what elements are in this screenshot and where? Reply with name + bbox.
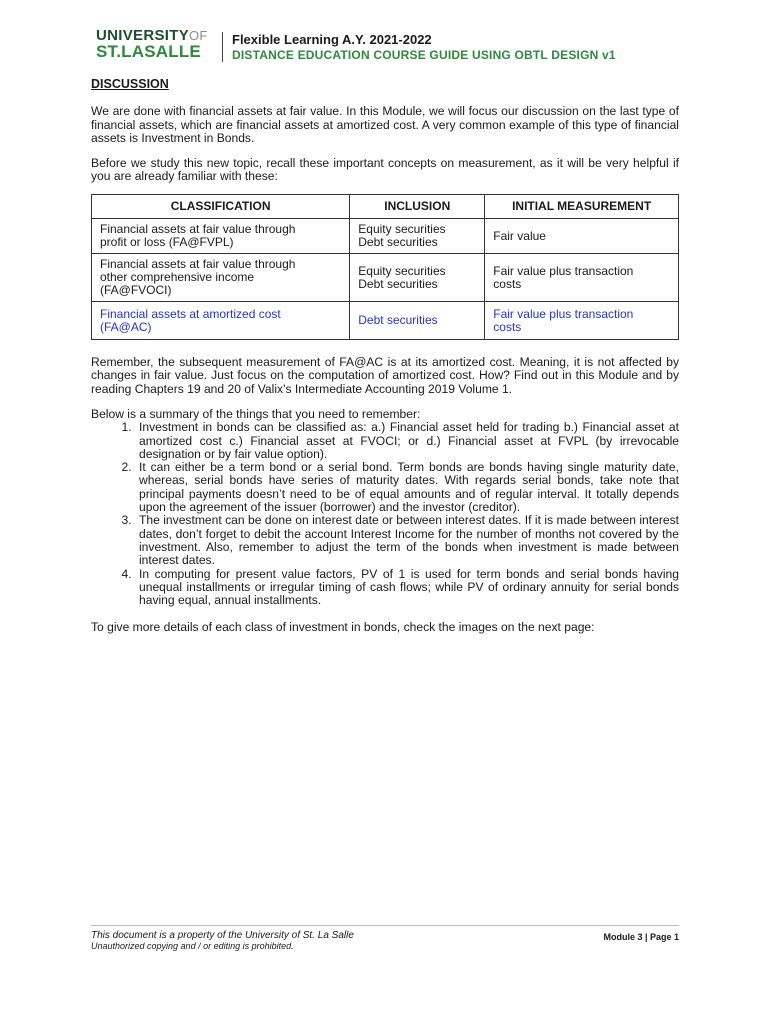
table-header-row [92, 194, 679, 218]
list-item: 4. In computing for present value factors, PV of 1 is used for term bonds and serial bonds having unequal installments or irregular timing of cash flows; while PV of ordinary annuity for serial bonds having equal, annual installments. [135, 568, 679, 608]
paragraph-subsequent-measurement: Remember, the subsequent measurement of FA@AC is at its amortized cost. Meaning, it is not affected by changes in fair value. Just focus on the computation of amortized cost. How? Find out in this Module and by reading Chapters 19 and 20 of Valix’s Intermediate Accounting 2019 Volume 1. [91, 355, 679, 396]
table-cell-inclusion: Equity securities Debt securities [350, 254, 485, 302]
paragraph-intro: We are done with financial assets at fair value. In this Module, we will focus our discussion on the last type of financial assets, which are financial assets at amortized cost. A very common example of this type of financial assets is Investment in Bonds. [91, 104, 679, 145]
footer-page-number: Module 3 | Page 1 [603, 932, 679, 942]
paragraph-summary-intro: Below is a summary of the things that you need to remember: [91, 406, 421, 421]
footer-property-notice: This document is a property of the University of St. La Salle [91, 930, 354, 941]
table-cell-classification: Financial assets at fair value through other comprehensive income (FA@FVOCI) [92, 254, 350, 302]
section-title: DISCUSSION [91, 77, 169, 91]
summary-list [91, 421, 679, 607]
table-cell-measurement: Fair value plus transaction costs [485, 254, 679, 302]
table-cell-measurement: Fair value plus transaction costs [485, 302, 679, 340]
table-row [92, 219, 679, 254]
table-cell-classification: Financial assets at fair value through profit or loss (FA@FVPL) [92, 219, 350, 254]
paragraph-recall: Before we study this new topic, recall these important concepts on measurement, as it will be very helpful if you are already familiar with these: [91, 156, 679, 184]
table-header-classification: CLASSIFICATION [92, 194, 350, 218]
paragraph-next-page: To give more details of each class of investment in bonds, check the images on the next page: [91, 620, 595, 635]
document-header [96, 28, 686, 68]
measurement-table [91, 194, 679, 340]
logo-st-lasalle-text: ST.LASALLE [96, 42, 201, 61]
table-header-initial-measurement: INITIAL MEASUREMENT [485, 194, 679, 218]
list-item: 2. It can either be a term bond or a serial bond. Term bonds are bonds having single maturity date, whereas, serial bonds have series of maturity dates. With regards serial bonds, take note that principal payments doesn’t need to be of equal amounts and of regular interval. It totally depends upon the agreement of the issuer (borrower) and the investor (creditor). [135, 461, 679, 514]
university-logo [96, 28, 214, 62]
header-divider [222, 32, 223, 62]
list-item: 3. The investment can be done on interest date or between interest dates. If it is made between interest dates, don’t forget to debit the account Interest Income for the number of months not covered by the investment. Also, remember to adjust the term of the bonds when investment is made between interest dates. [135, 514, 679, 567]
footer-copy-notice: Unauthorized copying and / or editing is prohibited. [91, 941, 294, 951]
document-body [91, 78, 679, 647]
table-row [92, 302, 679, 340]
footer-divider [91, 925, 679, 926]
table-cell-inclusion: Debt securities [350, 302, 485, 340]
table-cell-measurement: Fair value [485, 219, 679, 254]
table-header-inclusion: INCLUSION [350, 194, 485, 218]
table-cell-classification: Financial assets at amortized cost (FA@AC) [92, 302, 350, 340]
list-item: 1. Investment in bonds can be classified as: a.) Financial asset held for trading b.) Financial asset at amortized cost c.) Financial asset at FVOCI; or d.) Financial asset at FVPL (by irrevocable designation or by fair value option). [135, 421, 679, 461]
logo-university-text: UNIVERSITY [96, 27, 190, 44]
table-row [92, 254, 679, 302]
logo-of-text: OF [189, 28, 208, 43]
table-cell-inclusion: Equity securities Debt securities [350, 219, 485, 254]
header-subtitle: DISTANCE EDUCATION COURSE GUIDE USING OBTL DESIGN v1 [232, 48, 616, 62]
header-title: Flexible Learning A.Y. 2021-2022 [232, 32, 432, 47]
